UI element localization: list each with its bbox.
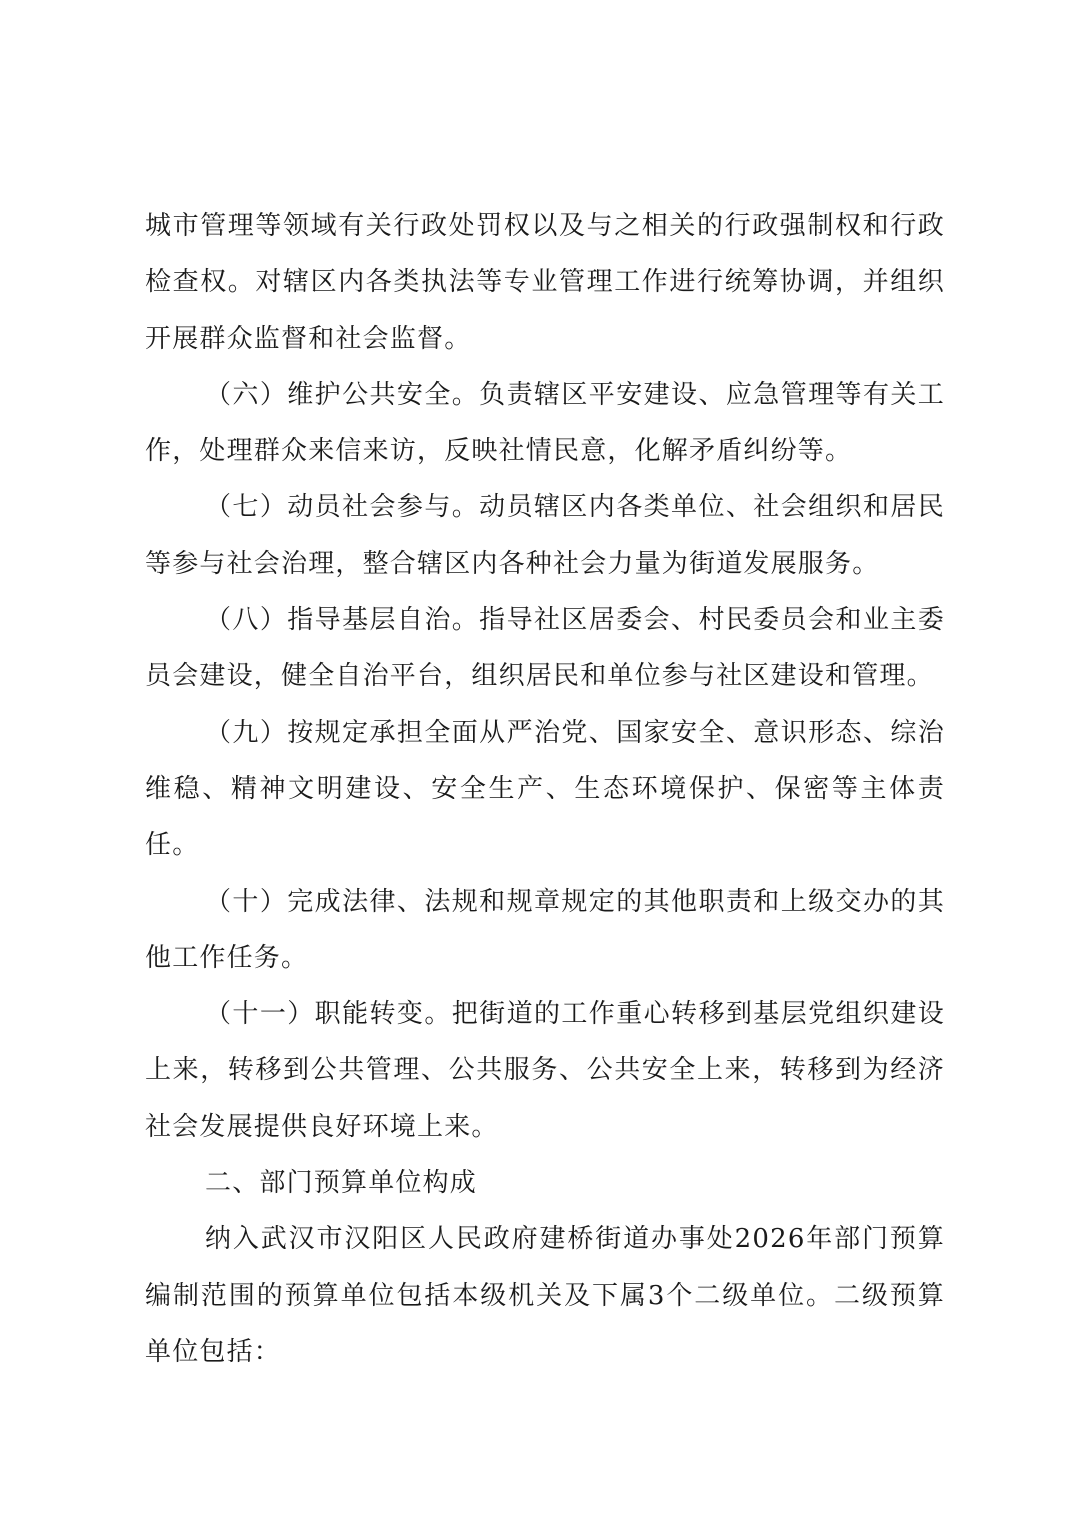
section-heading: 二、部门预算单位构成 <box>205 1168 478 1199</box>
paragraph-item-11: （十一）职能转变。把街道的工作重心转移到基层党组织建设上来，转移到公共管理、公共服务、公共安全上来，转移到为经济社会发展提供良好环境上来。 <box>145 999 945 1142</box>
paragraph-continuation: 城市管理等领域有关行政处罚权以及与之相关的行政强制权和行政检查权。对辖区内各类执法等专业管理工作进行统筹协调，并组织开展群众监督和社会监督。 <box>145 211 945 354</box>
paragraph-item-10: （十）完成法律、法规和规章规定的其他职责和上级交办的其他工作任务。 <box>145 886 945 973</box>
paragraph-item-9: （九）按规定承担全面从严治党、国家安全、意识形态、综治维稳、精神文明建设、安全生产、生态环境保护、保密等主体责任。 <box>145 717 945 861</box>
paragraph-budget-units: 纳入武汉市汉阳区人民政府建桥街道办事处2026年部门预算编制范围的预算单位包括本级机关及下属3个二级单位。二级预算单位包括： <box>145 1224 945 1367</box>
paragraph-item-7: （七）动员社会参与。动员辖区内各类单位、社会组织和居民等参与社会治理，整合辖区内各种社会力量为街道发展服务。 <box>145 492 945 579</box>
paragraph-item-6: （六）维护公共安全。负责辖区平安建设、应急管理等有关工作，处理群众来信来访，反映社情民意，化解矛盾纠纷等。 <box>145 379 945 467</box>
document-body <box>145 198 945 1380</box>
paragraph-item-8: （八）指导基层自治。指导社区居委会、村民委员会和业主委员会建设，健全自治平台，组织居民和单位参与社区建设和管理。 <box>145 605 945 692</box>
